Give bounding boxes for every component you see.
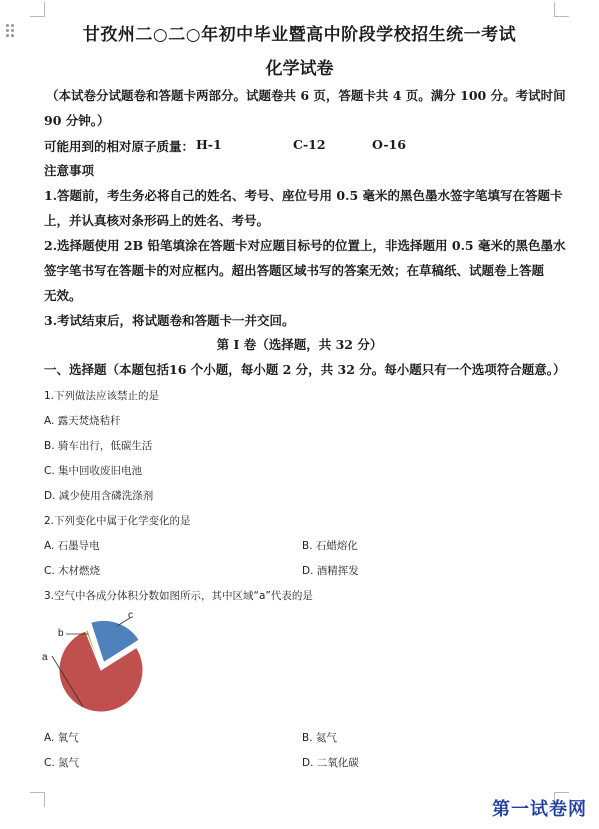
note-2-line-3: 无效。 bbox=[44, 288, 82, 303]
crop-mark-top-left bbox=[30, 2, 45, 17]
note-1-line-1: 1.答题前，考生务必将自己的姓名、考号、座位号用 0.5 毫米的黑色墨水签字笔填写在答题卡 bbox=[44, 188, 563, 203]
question-2-option-a[interactable]: A. 石墨导电 bbox=[44, 540, 100, 552]
part-1-heading: 第 I 卷（选择题，共 32 分） bbox=[216, 337, 383, 352]
intro-line-2: 90 分钟。） bbox=[44, 113, 110, 128]
mass-o: O-16 bbox=[372, 137, 406, 152]
air-composition-pie-chart bbox=[36, 602, 166, 722]
masses-label: 可能用到的相对原子质量： bbox=[44, 139, 195, 154]
question-2-option-c[interactable]: C. 木材燃烧 bbox=[44, 565, 101, 577]
question-1-option-b[interactable]: B. 骑车出行，低碳生活 bbox=[44, 440, 153, 452]
question-2-stem: 2.下列变化中属于化学变化的是 bbox=[44, 515, 191, 527]
question-3-option-c[interactable]: C. 氮气 bbox=[44, 757, 80, 769]
note-2-line-1: 2.选择题使用 2B 铅笔填涂在答题卡对应题目标号的位置上，非选择题用 0.5 毫米的黑色墨水 bbox=[44, 238, 566, 253]
intro-line-1: （本试卷分试题卷和答题卡两部分。试题卷共 6 页，答题卡共 4 页。满分 100 分。考试时间 bbox=[46, 88, 566, 103]
section-heading: 一、选择题（本题包括16 个小题，每小题 2 分，共 32 分。每小题只有一个选项符合题意。） bbox=[44, 362, 566, 377]
question-3-option-d[interactable]: D. 二氧化碳 bbox=[302, 757, 359, 769]
question-1-option-d[interactable]: D. 减少使用含磷洗涤剂 bbox=[44, 490, 154, 502]
note-2-line-2: 签字笔书写在答题卡的对应框内。超出答题区域书写的答案无效；在草稿纸、试题卷上答题 bbox=[44, 263, 545, 278]
question-1-option-c[interactable]: C. 集中回收废旧电池 bbox=[44, 465, 143, 477]
pie-label-b: b bbox=[58, 628, 64, 639]
pie-label-c: c bbox=[128, 610, 133, 621]
question-2-option-d[interactable]: D. 酒精挥发 bbox=[302, 565, 359, 577]
question-1-option-a[interactable]: A. 露天焚烧秸秆 bbox=[44, 415, 121, 427]
question-3-option-b[interactable]: B. 氦气 bbox=[302, 732, 337, 744]
crop-mark-top-right bbox=[554, 2, 569, 17]
question-1-stem: 1.下列做法应该禁止的是 bbox=[44, 390, 160, 402]
brand-watermark: 第一试卷网 bbox=[492, 799, 587, 820]
mass-c: C-12 bbox=[293, 137, 326, 152]
question-3-stem: 3.空气中各成分体积分数如图所示，其中区域“a”代表的是 bbox=[44, 590, 313, 602]
notes-heading: 注意事项 bbox=[44, 163, 95, 178]
exam-subtitle: 化学试卷 bbox=[265, 59, 334, 79]
question-3-option-a[interactable]: A. 氧气 bbox=[44, 732, 79, 744]
question-2-option-b[interactable]: B. 石蜡熔化 bbox=[302, 540, 358, 552]
crop-mark-bottom-left bbox=[30, 792, 45, 807]
exam-title: 甘孜州二○二○年初中毕业暨高中阶段学校招生统一考试 bbox=[82, 25, 517, 45]
note-3: 3.考试结束后，将试题卷和答题卡一并交回。 bbox=[44, 313, 295, 328]
mass-h: H-1 bbox=[196, 137, 222, 152]
note-1-line-2: 上，并认真核对条形码上的姓名、考号。 bbox=[44, 213, 270, 228]
pie-label-a: a bbox=[42, 652, 48, 663]
